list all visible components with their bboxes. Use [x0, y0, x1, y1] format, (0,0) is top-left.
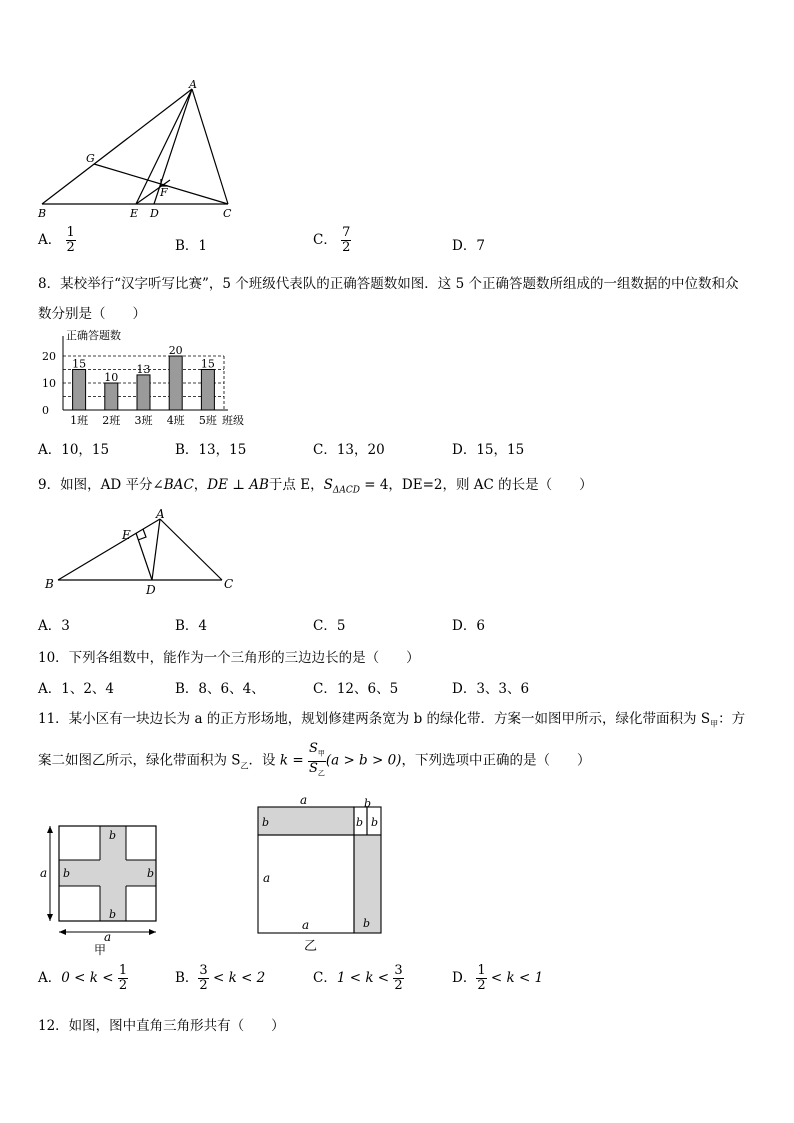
q11-stem-line1: 11．某小区有一块边长为 a 的正方形场地，规划修建两条宽为 b 的绿化带．方案一如图甲所示，绿化带面积为 $S_甲$：方 [38, 711, 746, 729]
q9-stem: 9．如图，AD 平分∠BAC，DE ⊥ AB于点 E，$S_{\Delta ACD} = 4$，DE=2，则 AC 的长是（ ） [38, 477, 593, 496]
q7-option-c[interactable]: C． $\frac{7}{2}$ [313, 225, 351, 255]
q8-option-a[interactable]: A．10，15 [38, 442, 110, 458]
q7-label-e: E [130, 207, 139, 220]
q8-option-b[interactable]: B．13，15 [175, 442, 247, 458]
q8-category-label: 1班 [70, 414, 89, 427]
q8-bar-chart [38, 324, 268, 432]
q11-stem-line2: 案二如图乙所示，绿化带面积为 $S_乙$．设 k = $\frac{S_甲}{S_乙}$ (a > b > 0)，下列选项中正确的是（ ） [38, 742, 590, 780]
q11-k-fraction: $\frac{S_甲}{S_乙}$ [308, 741, 325, 778]
q11-option-a[interactable]: A．0 < k < $\frac{1}{2}$ [38, 963, 128, 993]
q10-option-d[interactable]: D．3、3、6 [452, 681, 530, 697]
q11-yi-b-top: b [364, 797, 372, 810]
q9-triangle-figure [40, 506, 250, 602]
q8-option-c[interactable]: C．13，20 [313, 442, 385, 458]
q9-label-a: A [156, 507, 165, 521]
q7-option-d[interactable]: D．7 [452, 238, 485, 254]
q11-yi-a-side: a [263, 871, 271, 885]
q8-category-label: 5班 [198, 414, 217, 427]
q8-bar-2 [105, 383, 118, 410]
q11-option-d-fraction: $\frac{1}{2}$ [477, 963, 486, 993]
q9-option-d[interactable]: D．6 [452, 618, 485, 634]
q11-yi-b-mid-left: b [356, 816, 364, 829]
q8-bar-value-label: 20 [168, 344, 183, 357]
q11-option-b-fraction: $\frac{3}{2}$ [199, 963, 208, 993]
q8-category-label: 4班 [166, 414, 185, 427]
q8-bar-5 [201, 370, 214, 411]
q8-bar-1 [73, 370, 86, 411]
q8-bar-3 [137, 375, 150, 410]
q10-option-c[interactable]: C．12、6、5 [313, 681, 399, 697]
q11-option-c[interactable]: C．1 < k < $\frac{3}{2}$ [313, 963, 403, 993]
q8-option-d[interactable]: D．15，15 [452, 442, 525, 458]
q8-bar-value-label: 15 [72, 357, 87, 371]
q8-stem-line1: 8．某校举行“汉字听写比赛”，5 个班级代表队的正确答题数如图．这 5 个正确答题数所组成的一组数据的中位数和众 [38, 276, 739, 292]
q7-option-a-fraction: $\frac{1}{2}$ [66, 225, 75, 255]
q11-jia-b-bottom: b [109, 908, 117, 921]
q11-jia-b-top: b [109, 829, 117, 842]
q11-yi-b-strip: b [262, 816, 270, 829]
q8-bar-value-label: 10 [104, 371, 119, 384]
q9-option-c[interactable]: C．5 [313, 618, 346, 634]
q7-label-b: B [38, 207, 47, 220]
q12-stem: 12．如图，图中直角三角形共有（ ） [38, 1018, 285, 1034]
q8-bar-value-label: 15 [200, 357, 215, 371]
q8-bar-value-label: 13 [136, 362, 151, 376]
q8-y-tick-label: 0 [42, 404, 49, 417]
q7-label-g: G [86, 152, 95, 165]
q9-label-b: B [45, 577, 54, 591]
q11-option-d[interactable]: D． $\frac{1}{2}$ < k < 1 [452, 963, 544, 993]
q8-stem-line2: 数分别是（ ） [38, 306, 146, 322]
q11-jia-caption: 甲 [94, 943, 107, 957]
q7-option-a[interactable]: A． $\frac{1}{2}$ [38, 225, 75, 255]
q9-label-d: D [146, 583, 156, 597]
q11-yi-a-bottom: a [302, 918, 310, 932]
q7-label-a: A [189, 78, 197, 91]
q11-yi-b-strip-right: b [363, 917, 371, 930]
q8-bar-4 [169, 356, 182, 410]
q11-jia-b-left: b [63, 867, 71, 880]
q7-option-c-fraction: $\frac{7}{2}$ [342, 225, 351, 255]
q8-x-axis-label: 班级 [222, 414, 244, 427]
q8-category-label: 3班 [134, 414, 153, 427]
q7-triangle-figure [30, 78, 250, 228]
q9-option-b[interactable]: B．4 [175, 618, 208, 634]
q8-chart-title: 正确答题数 [66, 329, 121, 342]
q7-label-d: D [150, 207, 159, 220]
q11-option-a-fraction: $\frac{1}{2}$ [118, 963, 128, 993]
q7-option-b[interactable]: B．1 [175, 238, 208, 254]
q8-y-tick-label: 20 [42, 350, 56, 363]
q8-y-tick-label: 10 [42, 377, 56, 390]
q10-option-a[interactable]: A．1、2、4 [38, 681, 115, 697]
q11-jia-b-right: b [147, 867, 155, 880]
q9-label-e: E [122, 528, 131, 542]
q7-label-c: C [223, 207, 232, 220]
q11-yi-a-top: a [300, 793, 308, 807]
q11-yi-caption: 乙 [304, 939, 318, 954]
q11-yi-b-mid-right: b [371, 816, 379, 829]
q11-jia-a-bottom: a [104, 930, 112, 944]
q11-option-b[interactable]: B． $\frac{3}{2}$ < k < 2 [175, 963, 266, 993]
q10-stem: 10．下列各组数中，能作为一个三角形的三边边长的是（ ） [38, 650, 420, 666]
q10-option-b[interactable]: B．8、6、4、 [175, 681, 265, 697]
q11-option-c-fraction: $\frac{3}{2}$ [394, 963, 403, 993]
q11-jia-a-side: a [40, 866, 48, 880]
q9-option-a[interactable]: A．3 [38, 618, 70, 634]
q9-label-c: C [224, 577, 234, 591]
q7-label-f: F [160, 186, 168, 199]
q8-category-label: 2班 [102, 414, 121, 427]
q11-figure-jia [38, 820, 168, 960]
q11-figure-yi [250, 790, 390, 955]
